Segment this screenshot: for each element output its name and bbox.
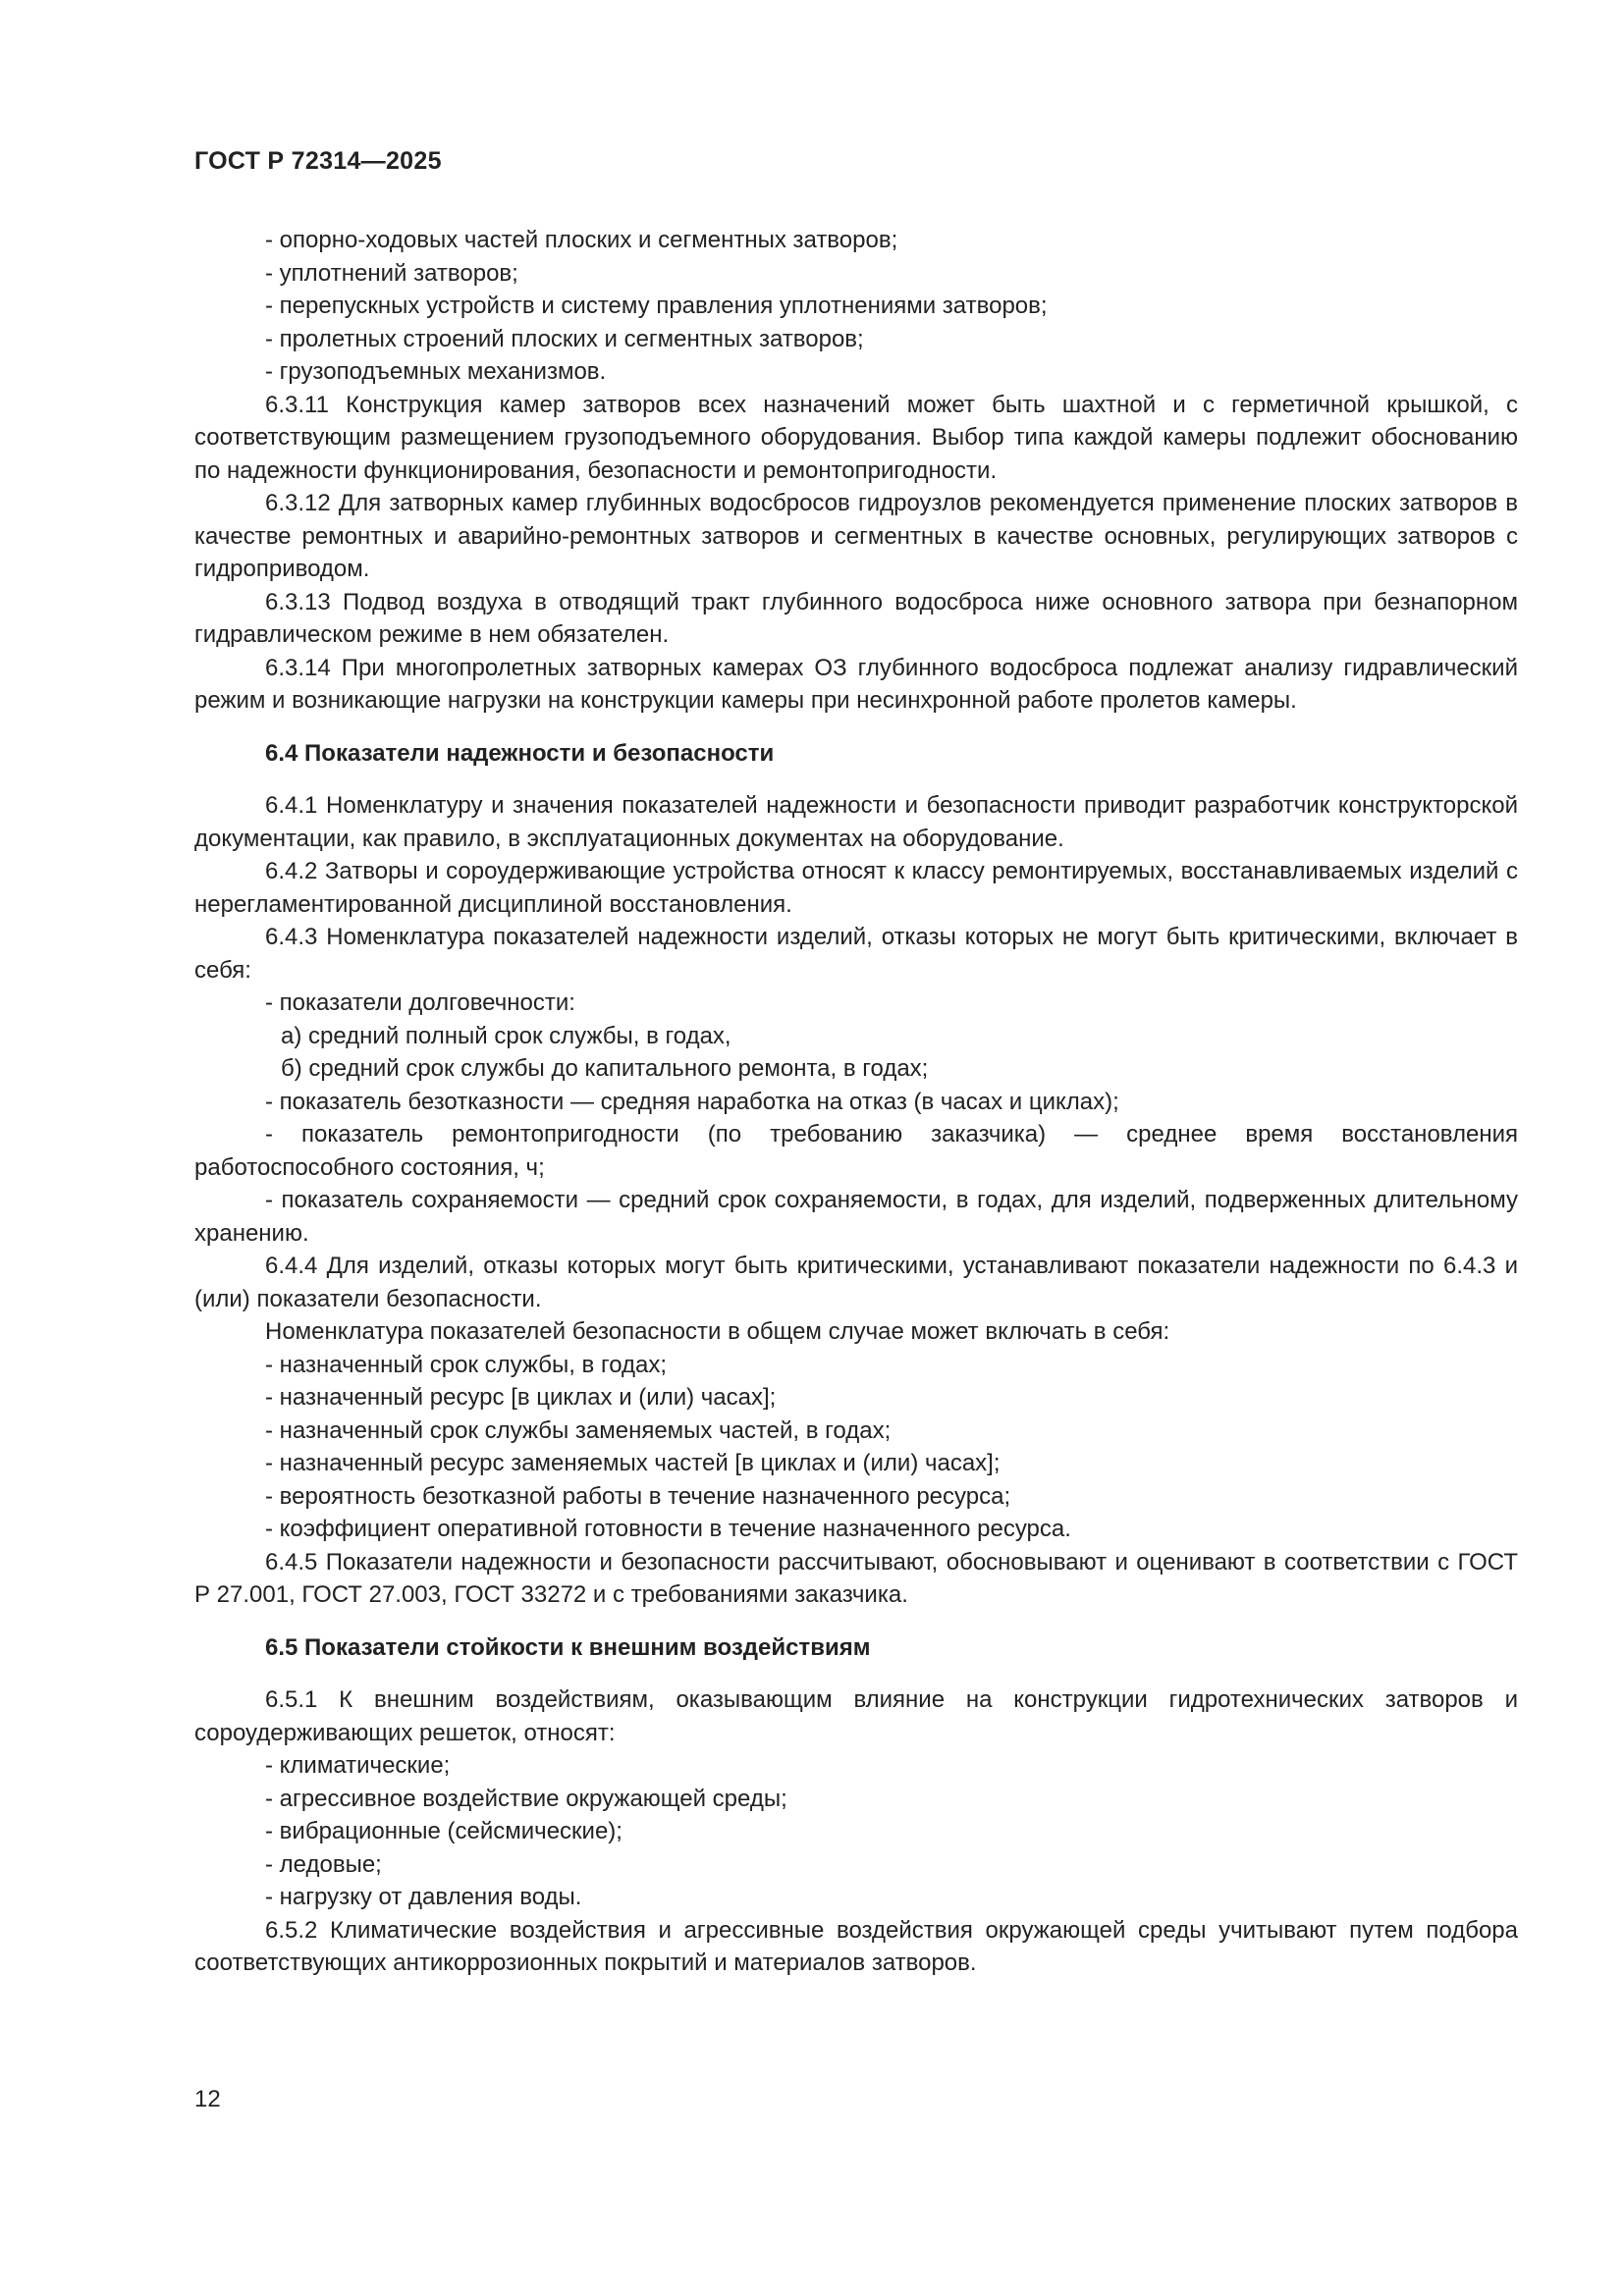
list-item: - показатели долговечности: (265, 989, 575, 1016)
list-item: - показатель сохраняемости — средний срок сохраняемости, в годах, для изделий, подверженных длительному хранению. (194, 1187, 1518, 1247)
list-item: - пролетных строений плоских и сегментных затворов; (265, 325, 864, 352)
list-item: - агрессивное воздействие окружающей среды; (265, 1785, 787, 1812)
list-item: - грузоподъемных механизмов. (265, 358, 607, 385)
section-heading-6-5: 6.5 Показатели стойкости к внешним воздействиям (265, 1633, 871, 1661)
paragraph-6-4-2: 6.4.2 Затворы и сороудерживающие устройства относят к классу ремонтируемых, восстанавливаемых изделий с нерегламентированной дисциплиной восстановления. (194, 858, 1518, 918)
list-item: - назначенный срок службы заменяемых частей, в годах; (265, 1416, 892, 1444)
list-item: - показатель ремонтопригодности (по требованию заказчика) — среднее время восстановления работоспособного состояния, ч; (194, 1121, 1518, 1181)
document-header: ГОСТ Р 72314—2025 (194, 147, 442, 175)
list-item: - вероятность безотказной работы в течение назначенного ресурса; (265, 1482, 1011, 1510)
document-body (194, 224, 1518, 1980)
list-item: - назначенный ресурс [в циклах и (или) часах]; (265, 1384, 777, 1411)
sub-list-item: а) средний полный срок службы, в годах, (281, 1022, 731, 1049)
paragraph-6-4-3: 6.4.3 Номенклатура показателей надежности изделий, отказы которых не могут быть критическими, включает в себя: (194, 924, 1518, 984)
list-item: - перепускных устройств и систему правления уплотнениями затворов; (265, 293, 1048, 319)
paragraph: Номенклатура показателей безопасности в общем случае может включать в себя: (265, 1318, 1170, 1345)
sub-list-item: б) средний срок службы до капитального ремонта, в годах; (281, 1055, 929, 1082)
section-heading-6-4: 6.4 Показатели надежности и безопасности (265, 739, 775, 767)
paragraph-6-3-13: 6.3.13 Подвод воздуха в отводящий тракт глубинного водосброса ниже основного затвора при безнапорном гидравлическом режиме в нем обязателен. (194, 588, 1518, 648)
list-item: - ледовые; (265, 1850, 382, 1878)
paragraph-6-4-5: 6.4.5 Показатели надежности и безопасности рассчитывают, обосновывают и оценивают в соответствии с ГОСТ Р 27.001, ГОСТ 27.003, ГОСТ 33272 и с требованиями заказчика. (194, 1548, 1518, 1608)
list-item: - нагрузку от давления воды. (265, 1884, 582, 1910)
list-item: - уплотнений затворов; (265, 259, 518, 287)
paragraph-6-4-1: 6.4.1 Номенклатуру и значения показателей надежности и безопасности приводит разработчик конструкторской документации, как правило, в эксплуатационных документах на оборудование. (194, 792, 1518, 852)
list-item: - вибрационные (сейсмические); (265, 1818, 623, 1844)
list-item: - коэффициент оперативной готовности в течение назначенного ресурса. (265, 1516, 1071, 1542)
paragraph-6-5-2: 6.5.2 Климатические воздействия и агрессивные воздействия окружающей среды учитывают путем подбора соответствующих антикоррозионных покрытий и материалов затворов. (194, 1916, 1518, 1976)
paragraph-6-3-14: 6.3.14 При многопролетных затворных камерах ОЗ глубинного водосброса подлежат анализу гидравлический режим и возникающие нагрузки на конструкции камеры при несинхронной работе пролетов камеры. (194, 654, 1518, 714)
paragraph-6-4-4: 6.4.4 Для изделий, отказы которых могут быть критическими, устанавливают показатели надежности по 6.4.3 и (или) показатели безопасности. (194, 1253, 1518, 1312)
paragraph-6-5-1: 6.5.1 К внешним воздействиям, оказывающим влияние на конструкции гидротехнических затворов и сороудерживающих решеток, относят: (194, 1686, 1518, 1746)
paragraph-6-3-11: 6.3.11 Конструкция камер затворов всех назначений может быть шахтной и с герметичной крышкой, с соответствующим размещением грузоподъемного оборудования. Выбор типа каждой камеры подлежит обоснованию по надежности функционирования, безопасности и ремонтопригодности. (194, 391, 1518, 484)
page-number: 12 (194, 2086, 221, 2112)
paragraph-6-3-12: 6.3.12 Для затворных камер глубинных водосбросов гидроузлов рекомендуется применение плоских затворов в качестве ремонтных и аварийно-ремонтных затворов и сегментных в качестве основных, регулирующих затворов с гидроприводом. (194, 490, 1518, 582)
list-item: - опорно-ходовых частей плоских и сегментных затворов; (265, 227, 898, 253)
list-item: - показатель безотказности — средняя наработка на отказ (в часах и циклах); (265, 1088, 1119, 1115)
list-item: - назначенный срок службы, в годах; (265, 1351, 668, 1378)
list-item: - климатические; (265, 1752, 451, 1779)
list-item: - назначенный ресурс заменяемых частей [в циклах и (или) часах]; (265, 1450, 1001, 1476)
